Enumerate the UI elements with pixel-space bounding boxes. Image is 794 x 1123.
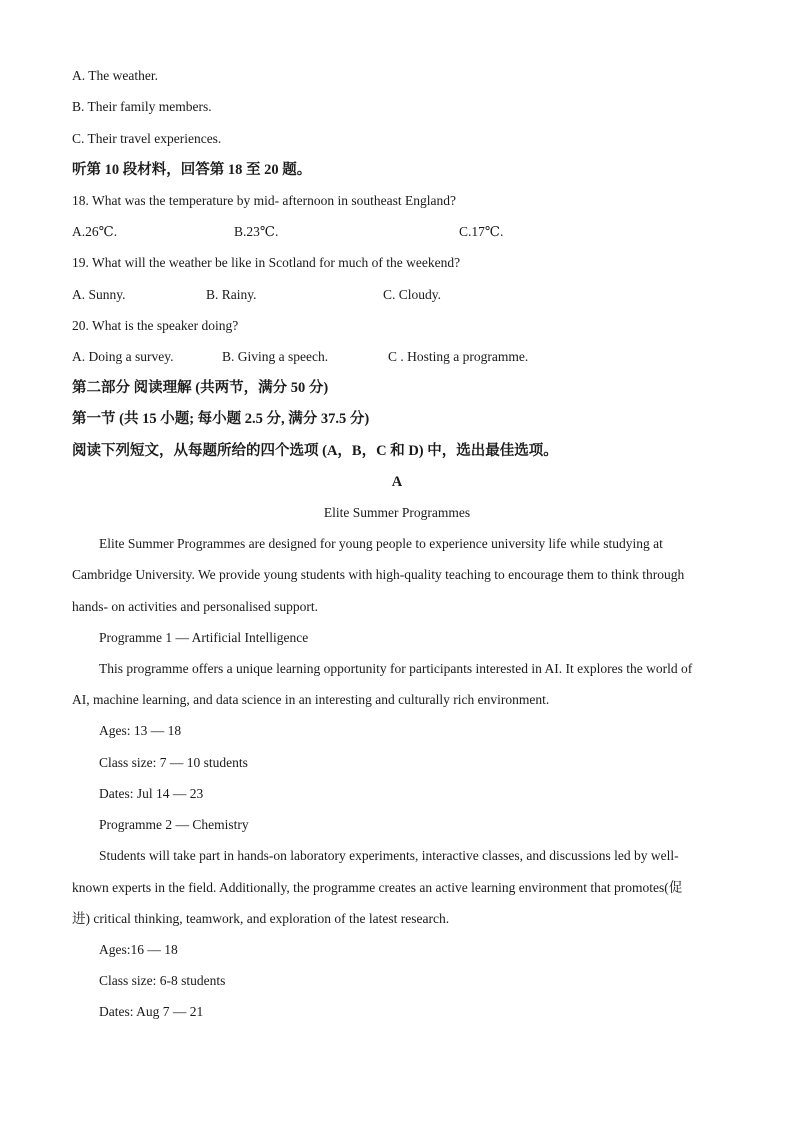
reading-instruction: 阅读下列短文，从每题所给的四个选项 (A，B，C 和 D) 中，选出最佳选项。 <box>72 443 558 459</box>
q18-question: 18. What was the temperature by mid- afternoon in southeast England? <box>72 193 457 208</box>
q20-option-a: A. Doing a survey. <box>72 349 174 364</box>
programme2-desc-line-2: known experts in the field. Additionally, the programme creates an active learning environment that promotes(促 <box>72 880 683 895</box>
programme1-dates: Dates: Jul 14 — 23 <box>99 786 204 801</box>
intro-line-2: Cambridge University. We provide young students with high-quality teaching to encourage them to think through <box>72 567 685 582</box>
q19-option-b: B. Rainy. <box>206 287 257 302</box>
q19-option-a: A. Sunny. <box>72 287 126 302</box>
q17-option-b: B. Their family members. <box>72 99 212 114</box>
programme1-class-size: Class size: 7 — 10 students <box>99 755 248 770</box>
programme1-ages: Ages: 13 — 18 <box>99 723 182 738</box>
q20-option-b: B. Giving a speech. <box>222 349 329 364</box>
programme2-heading: Programme 2 — Chemistry <box>99 817 249 832</box>
programme1-desc-line-1: This programme offers a unique learning opportunity for participants interested in AI. It explores the world of <box>99 661 693 676</box>
passage-title: Elite Summer Programmes <box>323 505 471 520</box>
q18-option-b: B.23℃. <box>234 224 279 239</box>
section1-heading: 第一节 (共 15 小题; 每小题 2.5 分, 满分 37.5 分) <box>72 411 370 427</box>
q20-question: 20. What is the speaker doing? <box>72 318 239 333</box>
programme2-ages: Ages:16 — 18 <box>99 942 178 957</box>
q20-option-c: C . Hosting a programme. <box>388 349 529 364</box>
q19-option-c: C. Cloudy. <box>383 287 442 302</box>
q17-option-a: A. The weather. <box>72 68 158 83</box>
programme2-dates: Dates: Aug 7 — 21 <box>99 1004 204 1019</box>
passage-letter: A <box>391 474 403 490</box>
q17-option-c: C. Their travel experiences. <box>72 131 222 146</box>
section10-heading: 听第 10 段材料，回答第 18 至 20 题。 <box>72 162 312 178</box>
q19-question: 19. What will the weather be like in Scotland for much of the weekend? <box>72 255 461 270</box>
programme2-desc-line-1: Students will take part in hands-on laboratory experiments, interactive classes, and discussions led by well- <box>99 848 679 863</box>
intro-line-1: Elite Summer Programmes are designed for young people to experience university life while studying at <box>99 536 663 551</box>
intro-line-3: hands- on activities and personalised support. <box>72 599 318 614</box>
programme2-desc-line-3: 进) critical thinking, teamwork, and exploration of the latest research. <box>72 911 450 926</box>
programme2-class-size: Class size: 6-8 students <box>99 973 226 988</box>
programme1-desc-line-2: AI, machine learning, and data science in an interesting and culturally rich environment. <box>72 692 550 707</box>
programme1-heading: Programme 1 — Artificial Intelligence <box>99 630 309 645</box>
q18-option-c: C.17℃. <box>459 224 504 239</box>
q18-option-a: A.26℃. <box>72 224 118 239</box>
part2-heading: 第二部分 阅读理解 (共两节，满分 50 分) <box>72 380 329 396</box>
